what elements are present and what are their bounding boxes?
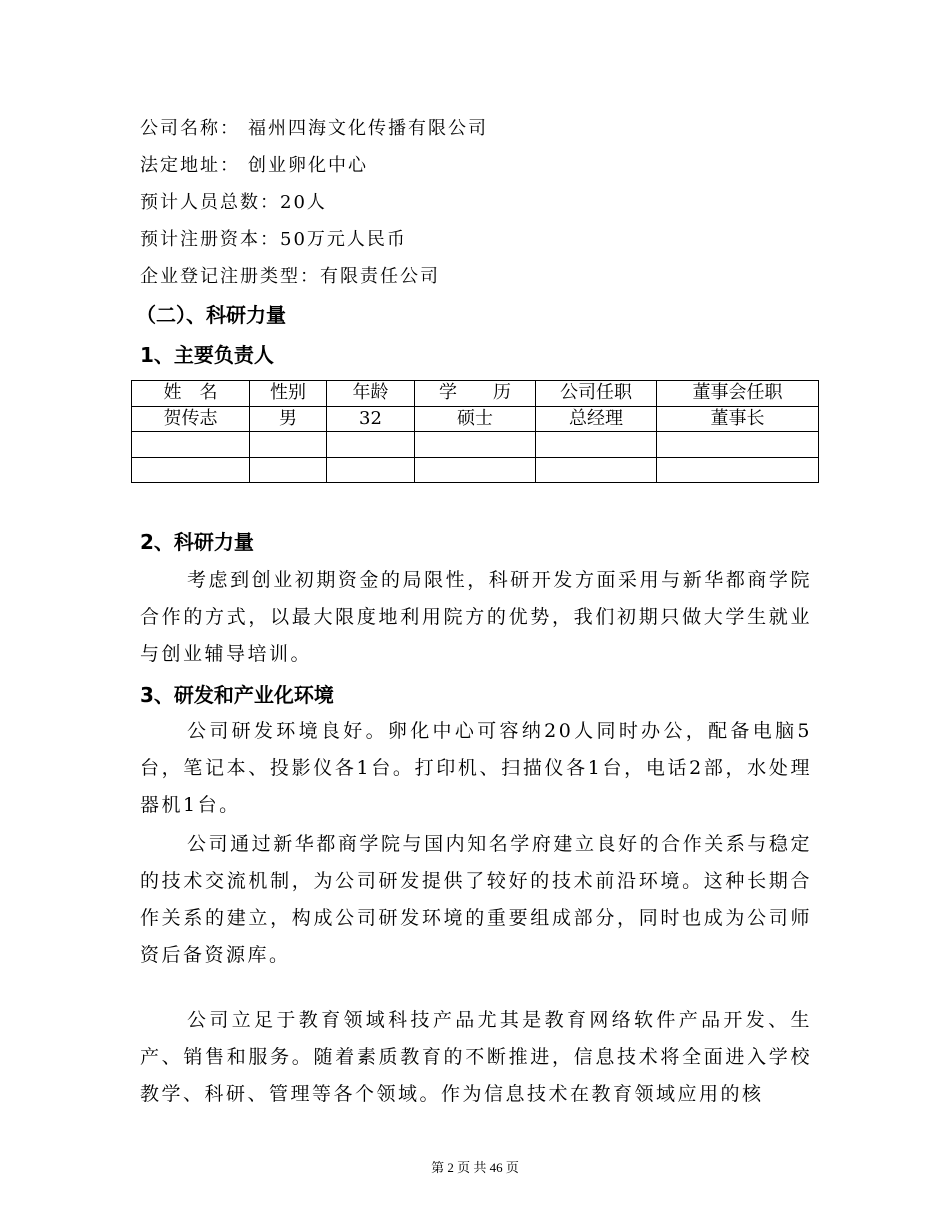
cell: [327, 432, 415, 458]
cell: 董事长: [657, 406, 819, 432]
paragraph: 公司通过新华都商学院与国内知名学府建立良好的合作关系与稳定的技术交流机制，为公司研发提供了较好的技术前沿环境。这种长期合作关系的建立，构成公司研发环境的重要组成部分，同时也成为公司师资后备资源库。: [140, 833, 812, 966]
heading-2: 2、科研力量: [140, 530, 254, 554]
cell: 男: [250, 406, 327, 432]
heading-1: 1、主要负责人: [140, 343, 274, 367]
cell: [415, 457, 536, 483]
cell: 硕士: [415, 406, 536, 432]
page-footer: 第 2 页 共 46 页: [431, 1160, 519, 1175]
paragraph: 考虑到创业初期资金的局限性，科研开发方面采用与新华都商学院合作的方式，以最大限度地利用院方的优势，我们初期只做大学生就业与创业辅导培训。: [140, 569, 812, 665]
header-cell: 性别: [250, 381, 327, 407]
table-row: [132, 406, 819, 432]
value: 福州四海文化传播有限公司: [248, 118, 488, 139]
value: 有限责任公司: [320, 266, 440, 287]
header-cell: 姓 名: [132, 381, 250, 407]
label: 预计人员总数：: [140, 192, 280, 213]
cell: [657, 432, 819, 458]
leaders-table: [131, 380, 819, 483]
company-name: [140, 114, 488, 140]
cell: [657, 457, 819, 483]
header-cell: 学 历: [415, 381, 536, 407]
legal-address: [140, 151, 368, 177]
table-header-row: [132, 381, 819, 407]
registered-capital: [140, 225, 407, 251]
cell: 贺传志: [132, 406, 250, 432]
paragraph: 公司研发环境良好。卵化中心可容纳20人同时办公，配备电脑5台，笔记本、投影仪各1台。打印机、扫描仪各1台，电话2部，水处理器机1台。: [140, 720, 812, 816]
header-cell: 公司任职: [536, 381, 657, 407]
cell: [250, 457, 327, 483]
cell: [132, 432, 250, 458]
label: 企业登记注册类型：: [140, 266, 320, 287]
cell: [415, 432, 536, 458]
cell: [250, 432, 327, 458]
cell: [536, 457, 657, 483]
cell: [327, 457, 415, 483]
table-row: [132, 432, 819, 458]
cell: [132, 457, 250, 483]
company-type: [140, 262, 440, 288]
label: 法定地址：: [140, 155, 240, 176]
cell: 总经理: [536, 406, 657, 432]
label: 预计注册资本：: [140, 229, 280, 250]
staff-count: [140, 188, 327, 214]
cell: [536, 432, 657, 458]
label: 公司名称：: [140, 118, 240, 139]
value: 20人: [280, 192, 327, 213]
cell: 32: [327, 406, 415, 432]
table-row: [132, 457, 819, 483]
header-cell: 年龄: [327, 381, 415, 407]
paragraph: 公司立足于教育领域科技产品尤其是教育网络软件产品开发、生产、销售和服务。随着素质教育的不断推进，信息技术将全面进入学校教学、科研、管理等各个领域。作为信息技术在教育领域应用的核: [140, 1009, 812, 1105]
section-heading: （二）、科研力量: [136, 303, 286, 327]
heading-3: 3、研发和产业化环境: [140, 683, 334, 707]
value: 创业卵化中心: [248, 155, 368, 176]
header-cell: 董事会任职: [657, 381, 819, 407]
value: 50万元人民币: [280, 229, 407, 250]
